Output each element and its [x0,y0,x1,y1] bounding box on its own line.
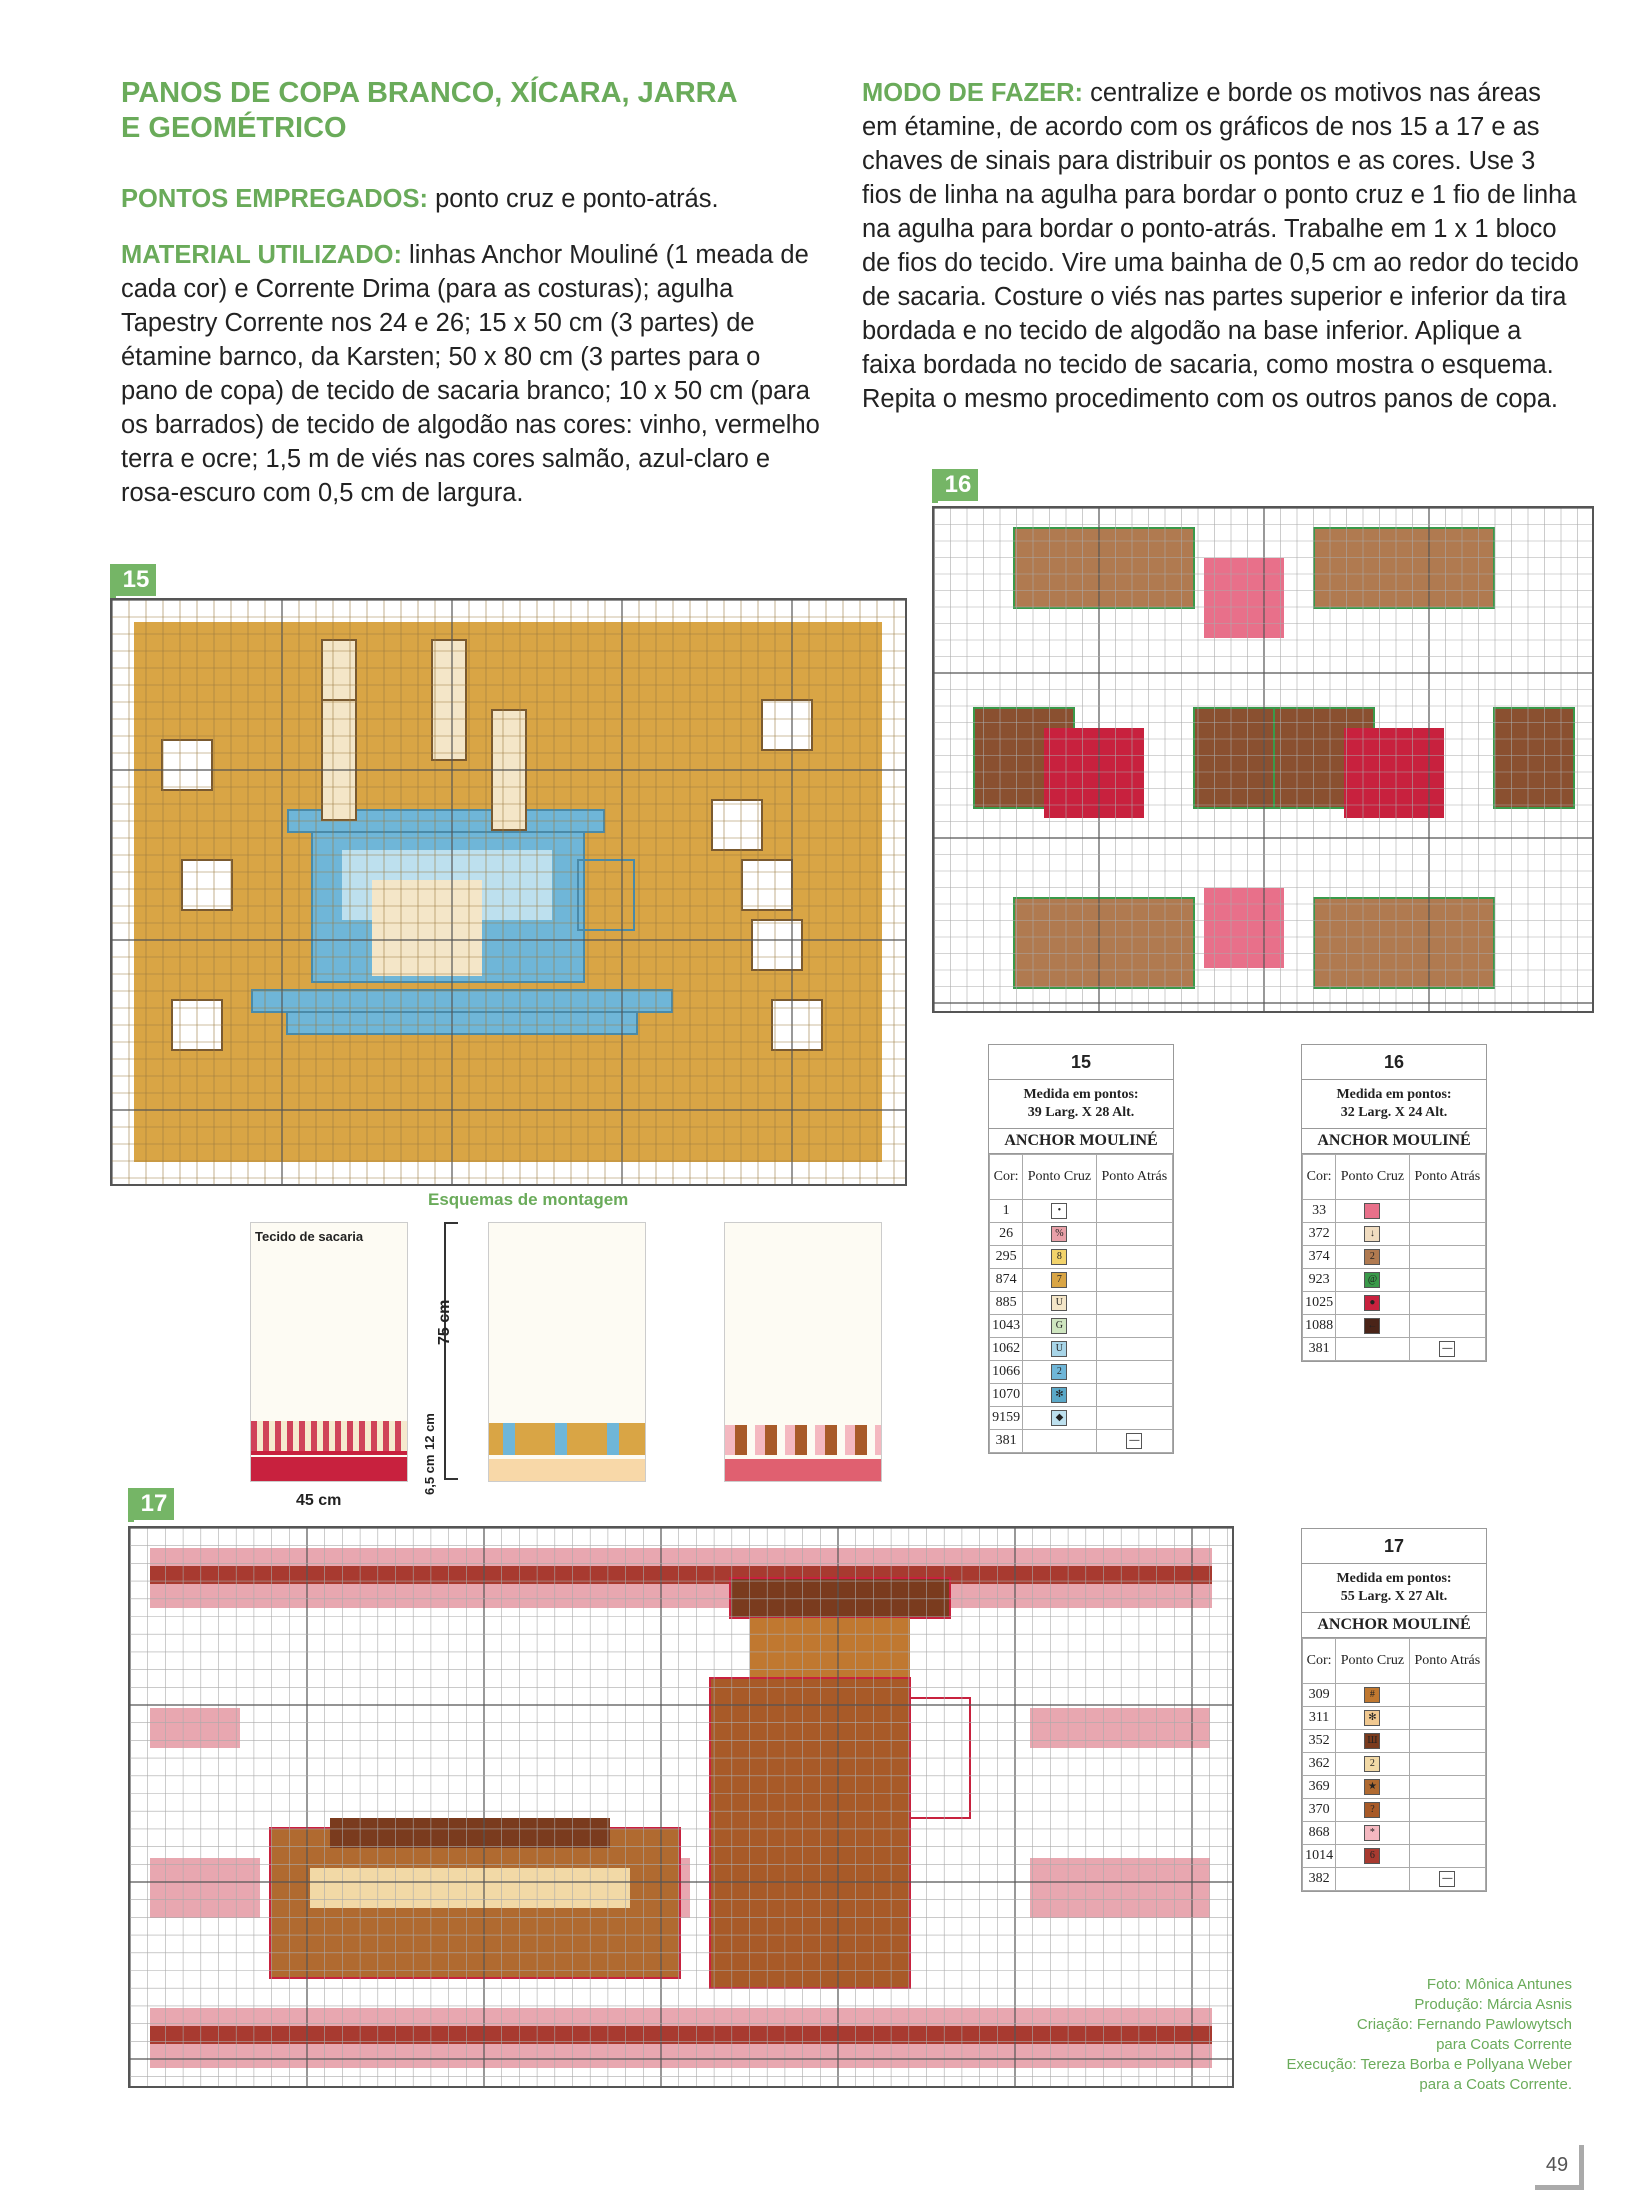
chart-16-grid [934,508,1592,1011]
chart-15-grid [112,600,905,1184]
key-row [1303,1776,1486,1799]
key-cross-cell [1336,1707,1410,1730]
key-color-code: 1066 [990,1361,1023,1384]
panel-3-embroidery [725,1425,881,1455]
key-swatch: ✻ [1364,1710,1380,1726]
key-back-cell [1096,1246,1172,1269]
credit-line: para a Coats Corrente. [1419,2076,1572,2093]
key-swatch: U [1051,1341,1067,1357]
key-header-cruz: Ponto Cruz [1336,1155,1410,1200]
modo-text: centralize e borde os motivos nas áreas em étamine, de acordo com os gráficos de nos 15 a 17 e as chaves de sinais para distribuir os pontos e as cores. Use 3 fios de linha na agulha para bordar o ponto cruz e 1 fio de linha na agulha para bordar o ponto-atrás. Trabalhe em 1 x 1 bloco de fios do tecido. Vire uma bainha de 0,5 cm ao redor do tecido de sacaria. Costure o viés nas partes superior e inferior da tira bordada e no tecido de algodão na base inferior. Aplique a faixa bordada no tecido de sacaria, como mostra o esquema. Repita o mesmo procedimento com os outros panos de copa. [862,79,1579,413]
pink-motif [1204,888,1284,968]
key-medida-size: 55 Larg. X 27 Alt. [1340,1589,1448,1604]
jug-top [730,1578,950,1618]
key-table-17 [1301,1528,1487,1892]
steam [432,640,466,760]
key-back-cell [1409,1776,1485,1799]
key-color-code: 381 [1303,1338,1336,1361]
key-anchor-label: ANCHOR MOULINÉ [989,1129,1173,1154]
pot-lid [330,1818,610,1848]
key-row [990,1361,1173,1384]
key-medida-size: 39 Larg. X 28 Alt. [1027,1105,1135,1120]
panel-2-barrado [489,1459,645,1481]
key-row [990,1292,1173,1315]
key-anchor-label: ANCHOR MOULINÉ [1302,1613,1486,1638]
key-row [990,1430,1173,1453]
key-row [1303,1707,1486,1730]
label-65cm: 6,5 cm [422,1454,437,1495]
key-swatch: @ [1364,1272,1380,1288]
badge-17: 17 [134,1488,174,1520]
cup-highlight [372,880,482,976]
key-color-code: 311 [1303,1707,1336,1730]
key-color-code: 1088 [1303,1315,1336,1338]
material-paragraph [121,238,821,510]
key-back-cell [1096,1223,1172,1246]
pink-motif [1204,558,1284,638]
key-row [990,1338,1173,1361]
key-color-code: 885 [990,1292,1023,1315]
jug-body [710,1678,910,1988]
key-color-code: 1070 [990,1384,1023,1407]
material-text: linhas Anchor Mouliné (1 meada de cada cor) e Corrente Drima (para as costuras); agulha Tapestry Corrente nos 24 e 26; 15 x 50 cm (3 partes) de étamine barnco, da Karsten; 50 x 80 cm (3 partes para o pano de copa) de tecido de sacaria branco; 10 x 50 cm (para os barrados) de tecido de algodão nas cores: vinho, vermelho terra e ocre; 1,5 m de viés nas cores salmão, azul-claro e rosa-escuro com 0,5 cm de largura. [121,241,820,507]
esquema-panel-2 [488,1222,646,1482]
key-header-atras: Ponto Atrás [1409,1155,1485,1200]
key-medida [1302,1564,1486,1613]
key-color-table [1302,1638,1486,1891]
key-cross-cell [1336,1822,1410,1845]
key-back-cell [1096,1361,1172,1384]
left-column-text [121,182,821,532]
key-cross-cell [1023,1384,1097,1407]
key-color-code: 352 [1303,1730,1336,1753]
cross-motif [162,740,212,790]
key-row [990,1246,1173,1269]
key-cross-cell [1336,1730,1410,1753]
key-color-code: 362 [1303,1753,1336,1776]
diamond-side [1494,708,1574,808]
key-swatch: Ш [1364,1733,1380,1749]
key-color-code: 923 [1303,1269,1336,1292]
page-number: 49 [1535,2145,1584,2190]
key-swatch: 8 [1051,1249,1067,1265]
key-row [1303,1799,1486,1822]
key-color-code: 1062 [990,1338,1023,1361]
key-back-cell [1409,1269,1485,1292]
credit-line: Execução: Tereza Borba e Pollyana Weber [1286,2056,1572,2073]
label-12cm: 12 cm [422,1413,437,1450]
key-row [1303,1200,1486,1223]
pot-band [310,1868,630,1908]
key-color-code: 33 [1303,1200,1336,1223]
esquema-panel-3 [724,1222,882,1482]
key-row [990,1223,1173,1246]
key-header-atras: Ponto Atrás [1409,1639,1485,1684]
key-back-cell [1409,1292,1485,1315]
key-back-cell [1096,1338,1172,1361]
esquemas-title: Esquemas de montagem [428,1190,629,1209]
key-back-cell [1409,1799,1485,1822]
key-back-cell [1409,1200,1485,1223]
pontos-paragraph [121,182,821,216]
red-center [1044,728,1144,818]
key-medida [1302,1080,1486,1129]
key-cross-cell [1023,1338,1097,1361]
key-color-code: 374 [1303,1246,1336,1269]
key-swatch: ← [1364,1318,1380,1334]
panel-2-embroidery [489,1423,645,1455]
chart-17 [128,1526,1234,2088]
cross-motif [742,860,792,910]
key-back-cell [1409,1246,1485,1269]
key-cross-cell [1336,1223,1410,1246]
key-back-cell [1409,1730,1485,1753]
key-row [990,1200,1173,1223]
key-color-code: 370 [1303,1799,1336,1822]
key-color-code: 1043 [990,1315,1023,1338]
key-color-code: 382 [1303,1868,1336,1891]
chart-17-background [130,1528,1232,2086]
key-back-cell [1096,1384,1172,1407]
height-marker-75-top [446,1222,458,1224]
panel-1-embroidery [251,1421,407,1451]
chart-16 [932,506,1594,1013]
label-45cm: 45 cm [296,1492,342,1509]
badge-16: 16 [938,469,978,501]
cross-motif [762,700,812,750]
key-color-table [989,1154,1173,1453]
tecido-label: Tecido de sacaria [255,1229,364,1244]
key-cross-cell [1336,1845,1410,1868]
page-title [121,76,821,146]
key-swatch: 6 [1364,1848,1380,1864]
title-line-2: E GEOMÉTRICO [121,112,347,144]
key-back-cell [1409,1822,1485,1845]
saucer-bottom [287,1012,637,1034]
key-back-cell [1096,1292,1172,1315]
key-row [1303,1868,1486,1891]
cross-motif [752,920,802,970]
key-cross-cell [1336,1684,1410,1707]
cross-motif [182,860,232,910]
key-back-cell [1096,1200,1172,1223]
key-backstitch-swatch: — [1126,1433,1142,1449]
key-color-code: 26 [990,1223,1023,1246]
key-swatch: ● [1364,1295,1380,1311]
key-back-cell [1409,1845,1485,1868]
key-number: 17 [1302,1529,1486,1564]
key-swatch: ? [1364,1802,1380,1818]
key-color-code: 868 [1303,1822,1336,1845]
title-line-1: PANOS DE COPA BRANCO, XÍCARA, JARRA [121,77,738,109]
key-back-cell [1409,1707,1485,1730]
key-cross-cell [1023,1315,1097,1338]
key-header-cor: Cor: [1303,1639,1336,1684]
credit-line: Criação: Fernando Pawlowytsch [1356,2016,1572,2033]
key-cross-cell [1336,1338,1410,1361]
key-swatch: ◆ [1051,1410,1067,1426]
key-number: 16 [1302,1045,1486,1080]
key-color-code: 1 [990,1200,1023,1223]
key-color-code: 369 [1303,1776,1336,1799]
key-color-code: 1014 [1303,1845,1336,1868]
cross-motif [712,800,762,850]
jug-neck [750,1618,910,1678]
key-row [1303,1684,1486,1707]
key-row [1303,1845,1486,1868]
key-number: 15 [989,1045,1173,1080]
key-back-cell [1096,1430,1172,1453]
key-cross-cell [1023,1430,1097,1453]
key-back-cell [1409,1868,1485,1891]
key-cross-cell [1023,1246,1097,1269]
modo-paragraph [862,76,1582,416]
diamond-bottom [1014,898,1194,988]
key-swatch: 2 [1364,1756,1380,1772]
credits [1287,1975,1572,2095]
key-back-cell [1409,1753,1485,1776]
key-row [990,1384,1173,1407]
key-color-table [1302,1154,1486,1361]
credit-line: para Coats Corrente [1436,2036,1572,2053]
steam [322,700,356,820]
key-swatch: ★ [1364,1779,1380,1795]
key-row [1303,1246,1486,1269]
key-cross-cell [1023,1200,1097,1223]
pink-side-band [150,1858,260,1918]
key-swatch: 2 [1364,1249,1380,1265]
key-swatch: # [1364,1687,1380,1703]
key-header-cor: Cor: [1303,1155,1336,1200]
diamond-top [1014,528,1194,608]
key-color-code: 1025 [1303,1292,1336,1315]
height-marker-75 [444,1222,446,1480]
pontos-label: PONTOS EMPREGADOS: [121,185,428,213]
height-marker-75-bottom [446,1478,458,1480]
key-row [1303,1223,1486,1246]
key-row [1303,1315,1486,1338]
key-swatch: 7 [1051,1272,1067,1288]
key-cross-cell [1336,1799,1410,1822]
key-color-code: 309 [1303,1684,1336,1707]
key-row [1303,1753,1486,1776]
key-back-cell [1409,1223,1485,1246]
badge-15: 15 [116,564,156,596]
key-swatch: ↓ [1364,1226,1380,1242]
key-cross-cell [1336,1269,1410,1292]
key-row [1303,1730,1486,1753]
key-medida [989,1080,1173,1129]
key-header-cor: Cor: [990,1155,1023,1200]
key-color-code: 874 [990,1269,1023,1292]
diamond-side [1194,708,1274,808]
key-back-cell [1409,1684,1485,1707]
key-cross-cell [1336,1200,1410,1223]
key-medida-line: Medida em pontos: [1023,1087,1139,1102]
saucer-top [252,990,672,1012]
key-swatch: U [1051,1295,1067,1311]
key-row [990,1269,1173,1292]
key-swatch: G [1051,1318,1067,1334]
key-color-code: 295 [990,1246,1023,1269]
key-medida-line: Medida em pontos: [1336,1571,1452,1586]
chart-15 [110,598,907,1186]
key-swatch: 2 [1051,1364,1067,1380]
key-swatch: • [1051,1203,1067,1219]
key-row [1303,1338,1486,1361]
key-header-cruz: Ponto Cruz [1336,1639,1410,1684]
key-cross-cell [1023,1361,1097,1384]
key-swatch: ✻ [1051,1387,1067,1403]
key-cross-cell [1023,1292,1097,1315]
key-medida-line: Medida em pontos: [1336,1087,1452,1102]
pink-side-band [1030,1858,1210,1918]
key-row [1303,1822,1486,1845]
key-table-15 [988,1044,1174,1454]
key-header-cruz: Ponto Cruz [1023,1155,1097,1200]
key-row [990,1315,1173,1338]
pink-side-band [150,1708,240,1748]
key-header-atras: Ponto Atrás [1096,1155,1172,1200]
key-cross-cell [1336,1315,1410,1338]
key-back-cell [1409,1338,1485,1361]
key-row [1303,1292,1486,1315]
key-backstitch-swatch: — [1439,1341,1455,1357]
key-table-16 [1301,1044,1487,1362]
key-cross-cell [1336,1868,1410,1891]
panel-1-stripe-top [251,1451,407,1455]
key-back-cell [1096,1315,1172,1338]
key-cross-cell [1336,1753,1410,1776]
key-cross-cell [1336,1246,1410,1269]
modo-label: MODO DE FAZER: [862,79,1083,107]
key-color-code: 9159 [990,1407,1023,1430]
panel-3-barrado [725,1459,881,1481]
key-color-code: 372 [1303,1223,1336,1246]
esquema-panel-1 [250,1222,408,1482]
diamond-top [1314,528,1494,608]
key-color-code: 381 [990,1430,1023,1453]
right-column-text [862,76,1582,438]
credit-line: Foto: Mônica Antunes [1426,1976,1572,1993]
diamond-bottom [1314,898,1494,988]
key-medida-size: 32 Larg. X 24 Alt. [1340,1105,1448,1120]
chart-17-grid [130,1528,1232,2086]
key-anchor-label: ANCHOR MOULINÉ [1302,1129,1486,1154]
key-cross-cell [1336,1292,1410,1315]
material-label: MATERIAL UTILIZADO: [121,241,402,269]
key-cross-cell [1023,1269,1097,1292]
key-cross-cell [1023,1407,1097,1430]
credit-line: Produção: Márcia Asnis [1414,1996,1572,2013]
key-back-cell [1096,1407,1172,1430]
pontos-text: ponto cruz e ponto-atrás. [435,185,719,213]
key-back-cell [1096,1269,1172,1292]
key-row [1303,1269,1486,1292]
panel-1-barrado [251,1457,407,1481]
key-cross-cell [1336,1776,1410,1799]
key-cross-cell [1023,1223,1097,1246]
key-row [990,1407,1173,1430]
label-75cm: 75 cm [436,1299,453,1345]
key-swatch: * [1364,1825,1380,1841]
key-swatch [1364,1203,1380,1219]
key-back-cell [1409,1315,1485,1338]
key-backstitch-swatch: — [1439,1871,1455,1887]
key-swatch: % [1051,1226,1067,1242]
pink-side-band [1030,1708,1210,1748]
